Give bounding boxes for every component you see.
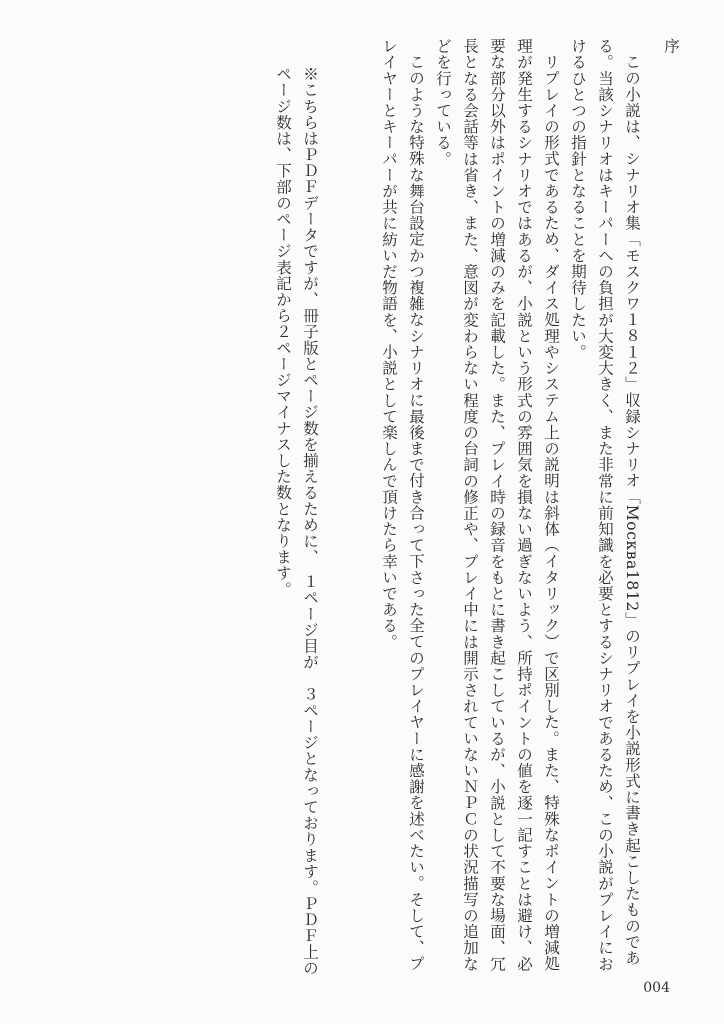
page-number: 004 [643,980,670,996]
section-title: 序 [662,38,680,55]
paragraph-thanks: このような特殊な舞台設定かつ複雑なシナリオに最後まで付き合って下さった全てのプレイヤーに感謝を述べたい。そして、プレイヤーとキーパーが共に紡いだ物語を、小説として楽しんで頂けたら幸いである。 [380,38,425,972]
page-note: ※こちらはＰＤＦデータですが、冊子版とページ数を揃えるために、 １ページ目が ３ページとなっております。ＰＤＦ上のページ数は、下部のページ表記から２ページマイナスした数となります。 [274,66,319,976]
vertical-text-block [44,38,684,983]
paragraph-intro: この小説は、シナリオ集「モスクワ１８１２」収録シナリオ「Москва1812」のリプレイを小説形式に書き起こしたものである。当該シナリオはキーパーへの負担が大変大きく、また非常に前知識を必要とするシナリオであるため、この小説がプレイにおけるひとつの指針となることを期待したい。 [569,38,641,972]
paragraph-format: リプレイの形式であるため、ダイス処理やシステム上の説明は斜体（イタリック）で区別した。また、特殊なポイントの増減処理が発生するシナリオではあるが、小説という形式の雰囲気を損ない過ぎないよう、所持ポイントの値を逐一記すことは避け、必要な部分以外はポイントの増減のみを記載した。また、プレイ時の録音をもとに書き起こしているが、小説として不要な場面、冗長となる会話等は省き、また、意図が変わらない程度の台詞の修正や、プレイ中には開示されていないＮＰＣの状況描写の追加などを行っている。 [434,38,560,972]
